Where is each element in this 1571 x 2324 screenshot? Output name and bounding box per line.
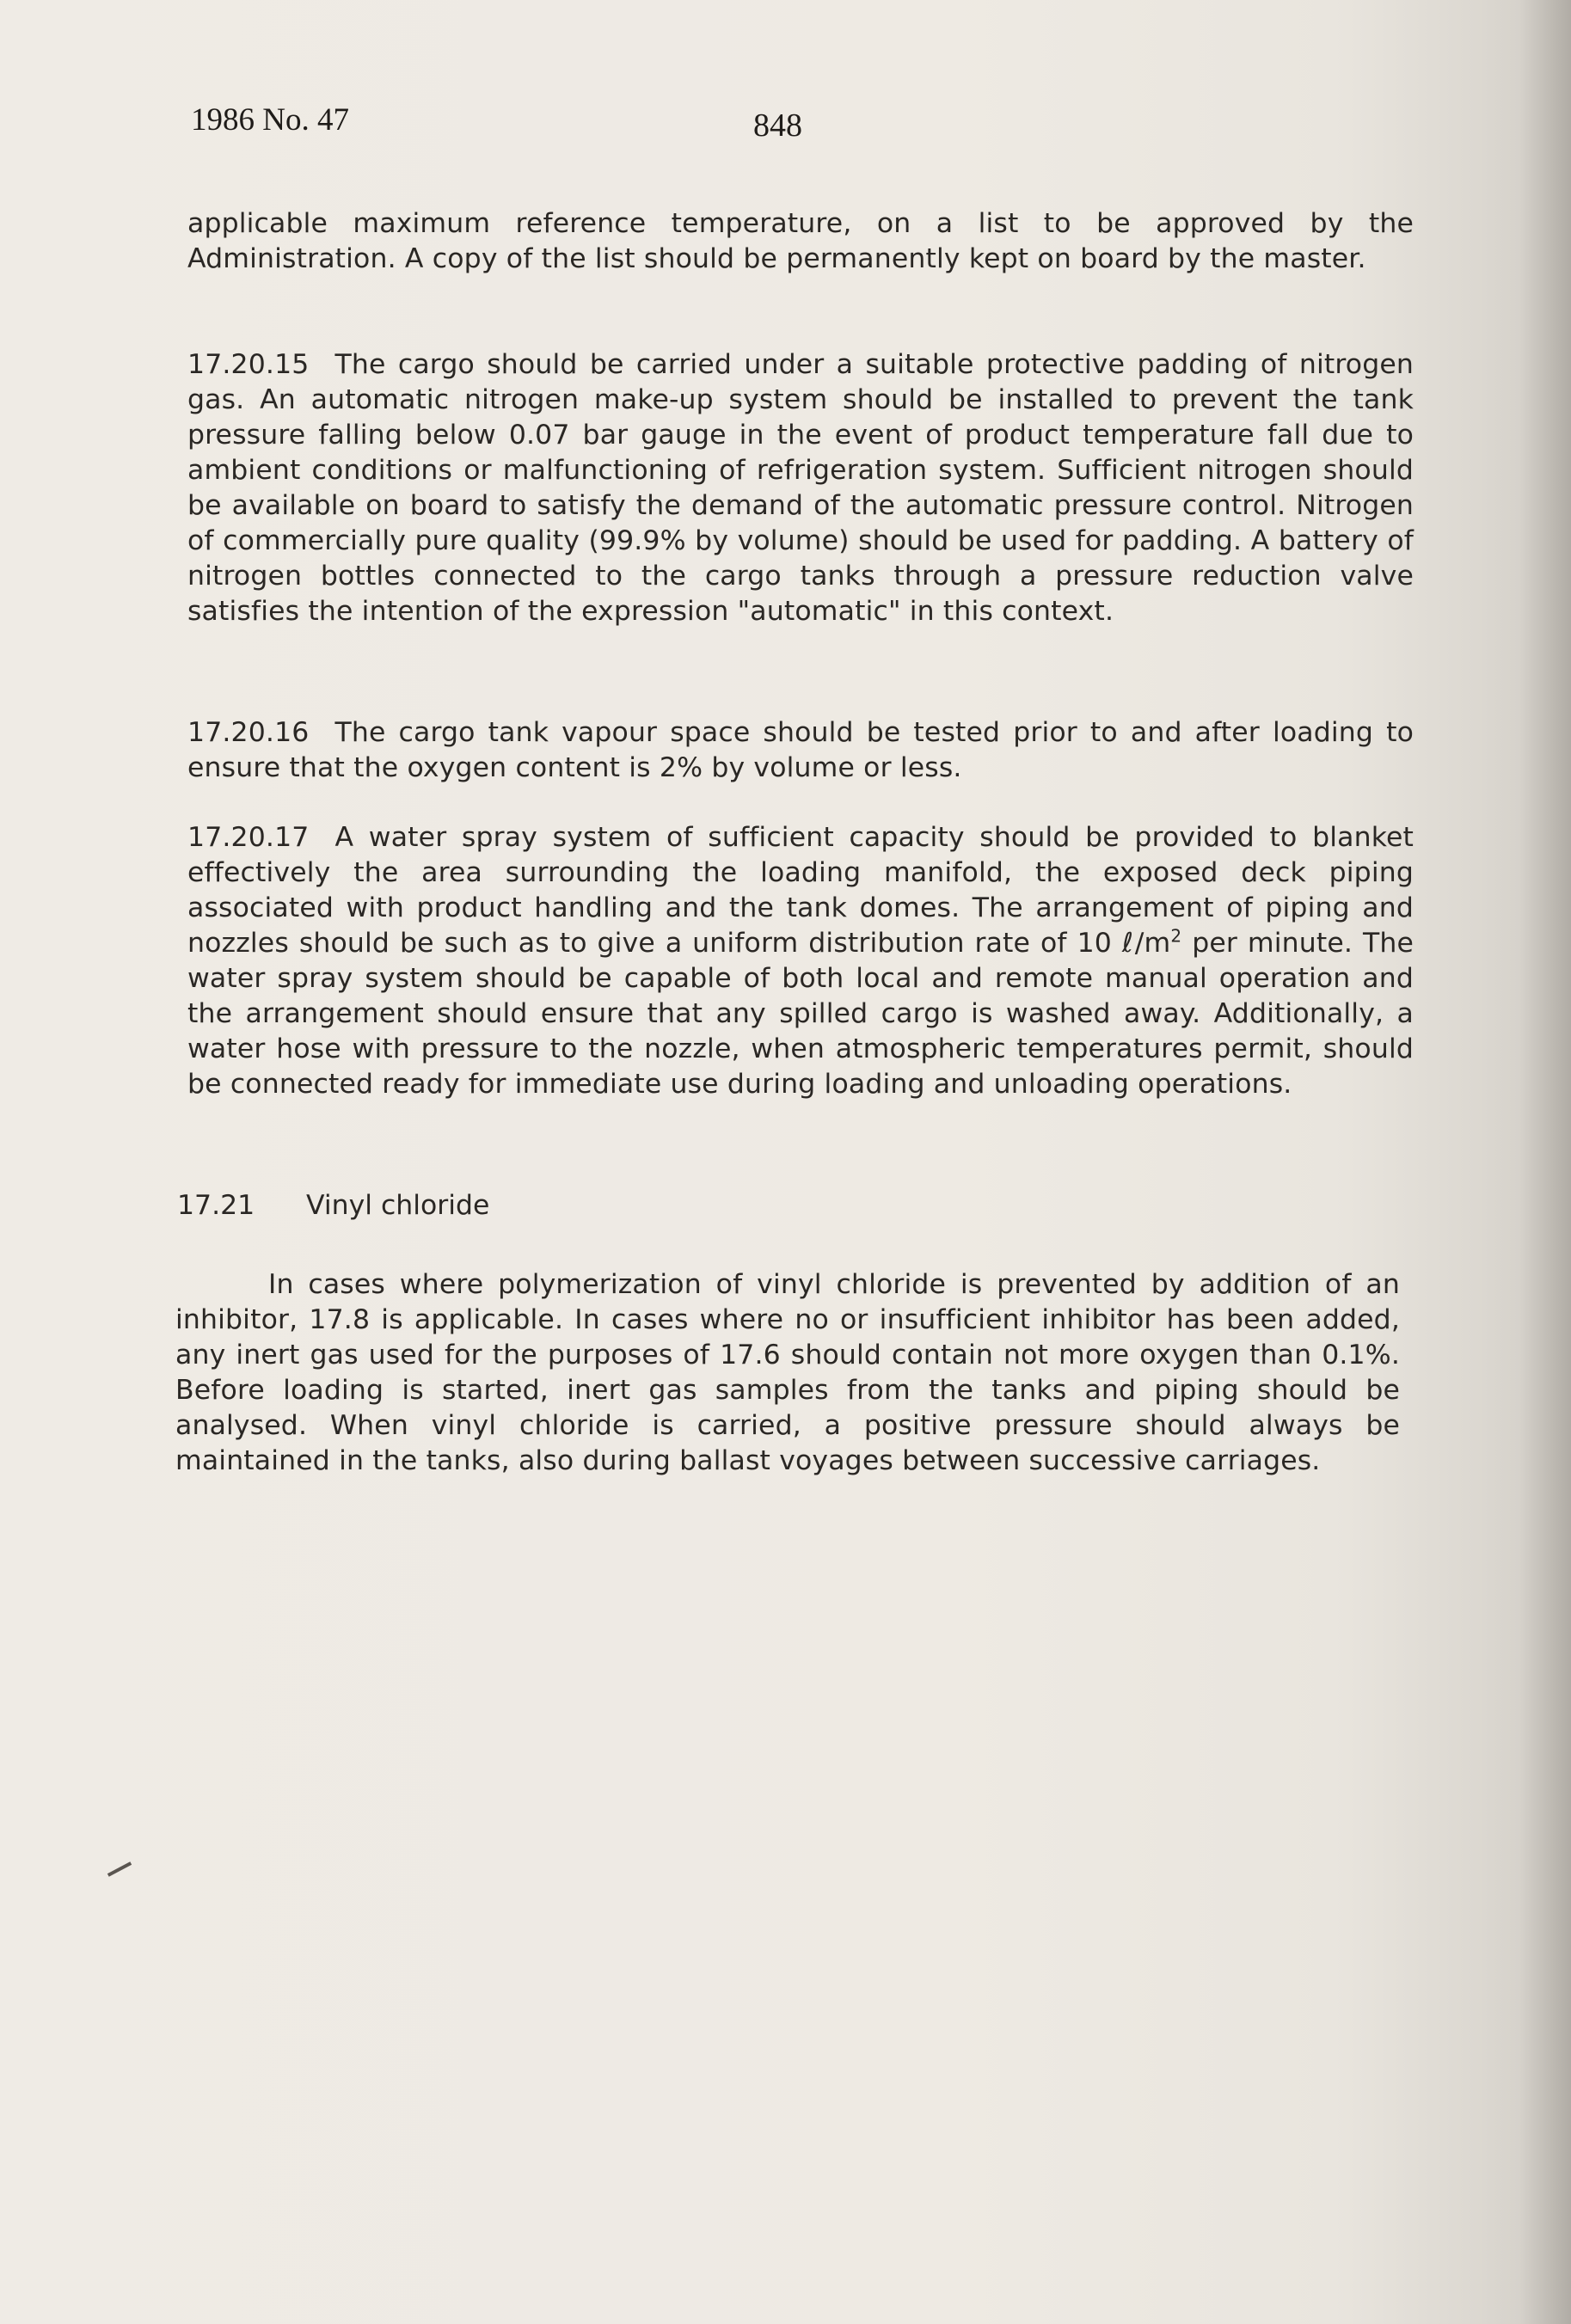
- paragraph-17-20-17: [187, 820, 1414, 1102]
- pencil-mark: [107, 1861, 132, 1877]
- paragraph-text: In cases where polymerization of vinyl chloride is prevented by addition of an inhibitor, 17.8 is applicable. In cases where no or insufficient inhibitor has been added, any inert gas used for the purposes of 17.6 should contain not more oxygen than 0.1%. Before loading is started, inert gas samples from the tanks and piping should be analysed. When vinyl chloride is carried, a positive pressure should always be maintained in the tanks, also during ballast voyages between successive carriages.: [175, 1269, 1400, 1476]
- paragraph-text: The cargo should be carried under a suitable protective padding of nitrogen gas. An automatic nitrogen make-up system should be installed to prevent the tank pressure falling below 0.07 bar gauge in the event of product temperature fall due to ambient conditions or malfunctioning of refrigeration system. Sufficient nitrogen should be available on board to satisfy the demand of the automatic pressure control. Nitrogen of commercially pure quality (99.9% by volume) should be used for padding. A battery of nitrogen bottles connected to the cargo tanks through a pressure reduction valve satisfies the intention of the expression "automatic" in this context.: [187, 349, 1414, 627]
- paragraph-text: applicable maximum reference temperature, on a list to be approved by the Administration. A copy of the list should be permanently kept on board by the master.: [187, 208, 1414, 274]
- paragraph-17-20-15: [187, 347, 1414, 629]
- section-heading: [177, 1190, 489, 1221]
- page-edge-shadow: [1519, 0, 1571, 2324]
- section-title: Vinyl chloride: [306, 1190, 490, 1221]
- paragraph-continuation: [187, 206, 1414, 277]
- paragraph-number: 17.20.17: [187, 822, 310, 853]
- paragraph-text: A water spray system of sufficient capacity should be provided to blanket effectively the area surrounding the loading manifold, the exposed deck piping associated with product handling and the tank domes. The arrangement of piping and nozzles should be such as to give a uniform distribution rate of 10 ℓ/m: [187, 822, 1414, 959]
- superscript: 2: [1170, 925, 1182, 947]
- paragraph-number: 17.20.16: [187, 717, 310, 748]
- paragraph-text-cont: per minute. The water spray system should be capable of both local and remote manual operation and the arrangement should ensure that any spilled cargo is washed away. Additionally, a water hose with pressure to the nozzle, when atmospheric temperatures permit, should be connected ready for immediate use during loading and unloading operations.: [187, 928, 1415, 1100]
- statute-reference: 1986 No. 47: [191, 102, 349, 138]
- paragraph-text: The cargo tank vapour space should be tested prior to and after loading to ensure that the oxygen content is 2% by volume or less.: [187, 717, 1414, 783]
- paragraph-number: 17.20.15: [187, 349, 310, 380]
- paragraph-vinyl-chloride: [175, 1267, 1400, 1479]
- section-number: 17.21: [177, 1190, 255, 1221]
- page-number: 848: [753, 107, 802, 144]
- paragraph-17-20-16: [187, 715, 1414, 786]
